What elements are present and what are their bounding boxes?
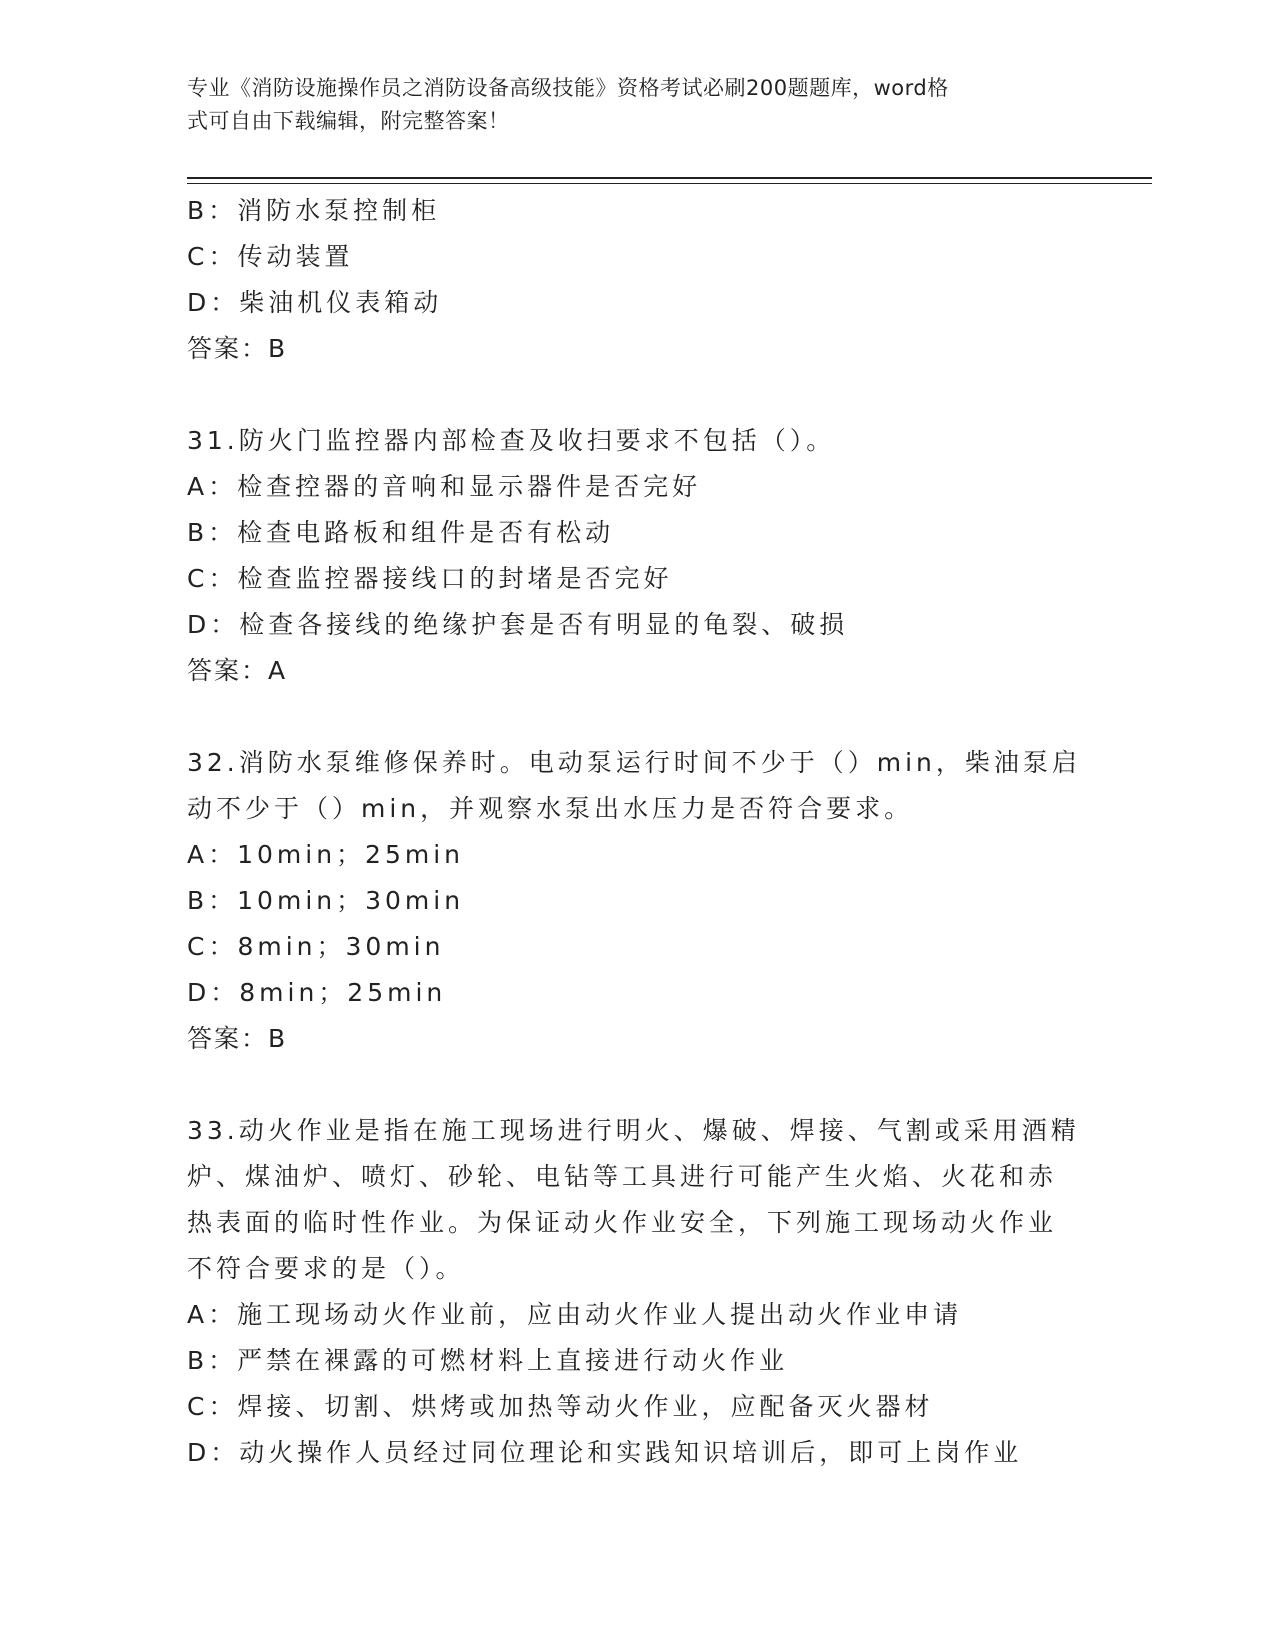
question-text-line-2: 炉、煤油炉、喷灯、砂轮、电钻等工具进行可能产生火焰、火花和赤	[187, 1162, 1058, 1191]
spacer	[187, 694, 1087, 740]
option-a: A：施工现场动火作业前，应由动火作业人提出动火作业申请	[187, 1300, 963, 1329]
answer: 答案：A	[187, 656, 288, 685]
question-text-line-2: 动不少于（）min，并观察水泵出水压力是否符合要求。	[187, 794, 914, 823]
spacer	[187, 372, 1087, 418]
option-d: D：柴油机仪表箱动	[187, 288, 443, 317]
question-32	[187, 740, 1087, 1062]
header-line-1: 专业《消防设施操作员之消防设备高级技能》资格考试必刷200题题库，word格	[187, 76, 949, 100]
spacer	[187, 1062, 1087, 1108]
header-divider-thin	[187, 183, 1152, 184]
header-line-2: 式可自由下载编辑，附完整答案！	[187, 109, 510, 133]
option-a: A：10min；25min	[187, 840, 465, 869]
question-30	[187, 188, 1087, 372]
option-d: D：检查各接线的绝缘护套是否有明显的龟裂、破损	[187, 610, 849, 639]
option-b: B：消防水泵控制柜	[187, 196, 441, 225]
option-c: C：传动装置	[187, 242, 354, 271]
question-text-line-3: 热表面的临时性作业。为保证动火作业安全，下列施工现场动火作业	[187, 1208, 1058, 1237]
option-c: C：焊接、切割、烘烤或加热等动火作业，应配备灭火器材	[187, 1392, 934, 1421]
page-header	[187, 72, 1067, 138]
option-b: B：严禁在裸露的可燃材料上直接进行动火作业	[187, 1346, 789, 1375]
question-text: 31.防火门监控器内部检查及收扫要求不包括（）。	[187, 426, 836, 455]
option-d: D：8min；25min	[187, 978, 447, 1007]
answer: 答案：B	[187, 1024, 288, 1053]
question-text-line-1: 32.消防水泵维修保养时。电动泵运行时间不少于（）min，柴油泵启	[187, 748, 1081, 777]
option-d: D：动火操作人员经过同位理论和实践知识培训后，即可上岗作业	[187, 1438, 1023, 1467]
question-list	[187, 188, 1087, 1476]
option-c: C：8min；30min	[187, 932, 445, 961]
question-text-line-4: 不符合要求的是（）。	[187, 1254, 465, 1283]
header-divider-thick	[187, 177, 1152, 179]
option-c: C：检查监控器接线口的封堵是否完好	[187, 564, 673, 593]
question-33	[187, 1108, 1087, 1476]
option-a: A：检查控器的音响和显示器件是否完好	[187, 472, 702, 501]
option-b: B：检查电路板和组件是否有松动	[187, 518, 615, 547]
question-text-line-1: 33.动火作业是指在施工现场进行明火、爆破、焊接、气割或采用酒精	[187, 1116, 1080, 1145]
question-31	[187, 418, 1087, 694]
answer: 答案：B	[187, 334, 288, 363]
option-b: B：10min；30min	[187, 886, 465, 915]
